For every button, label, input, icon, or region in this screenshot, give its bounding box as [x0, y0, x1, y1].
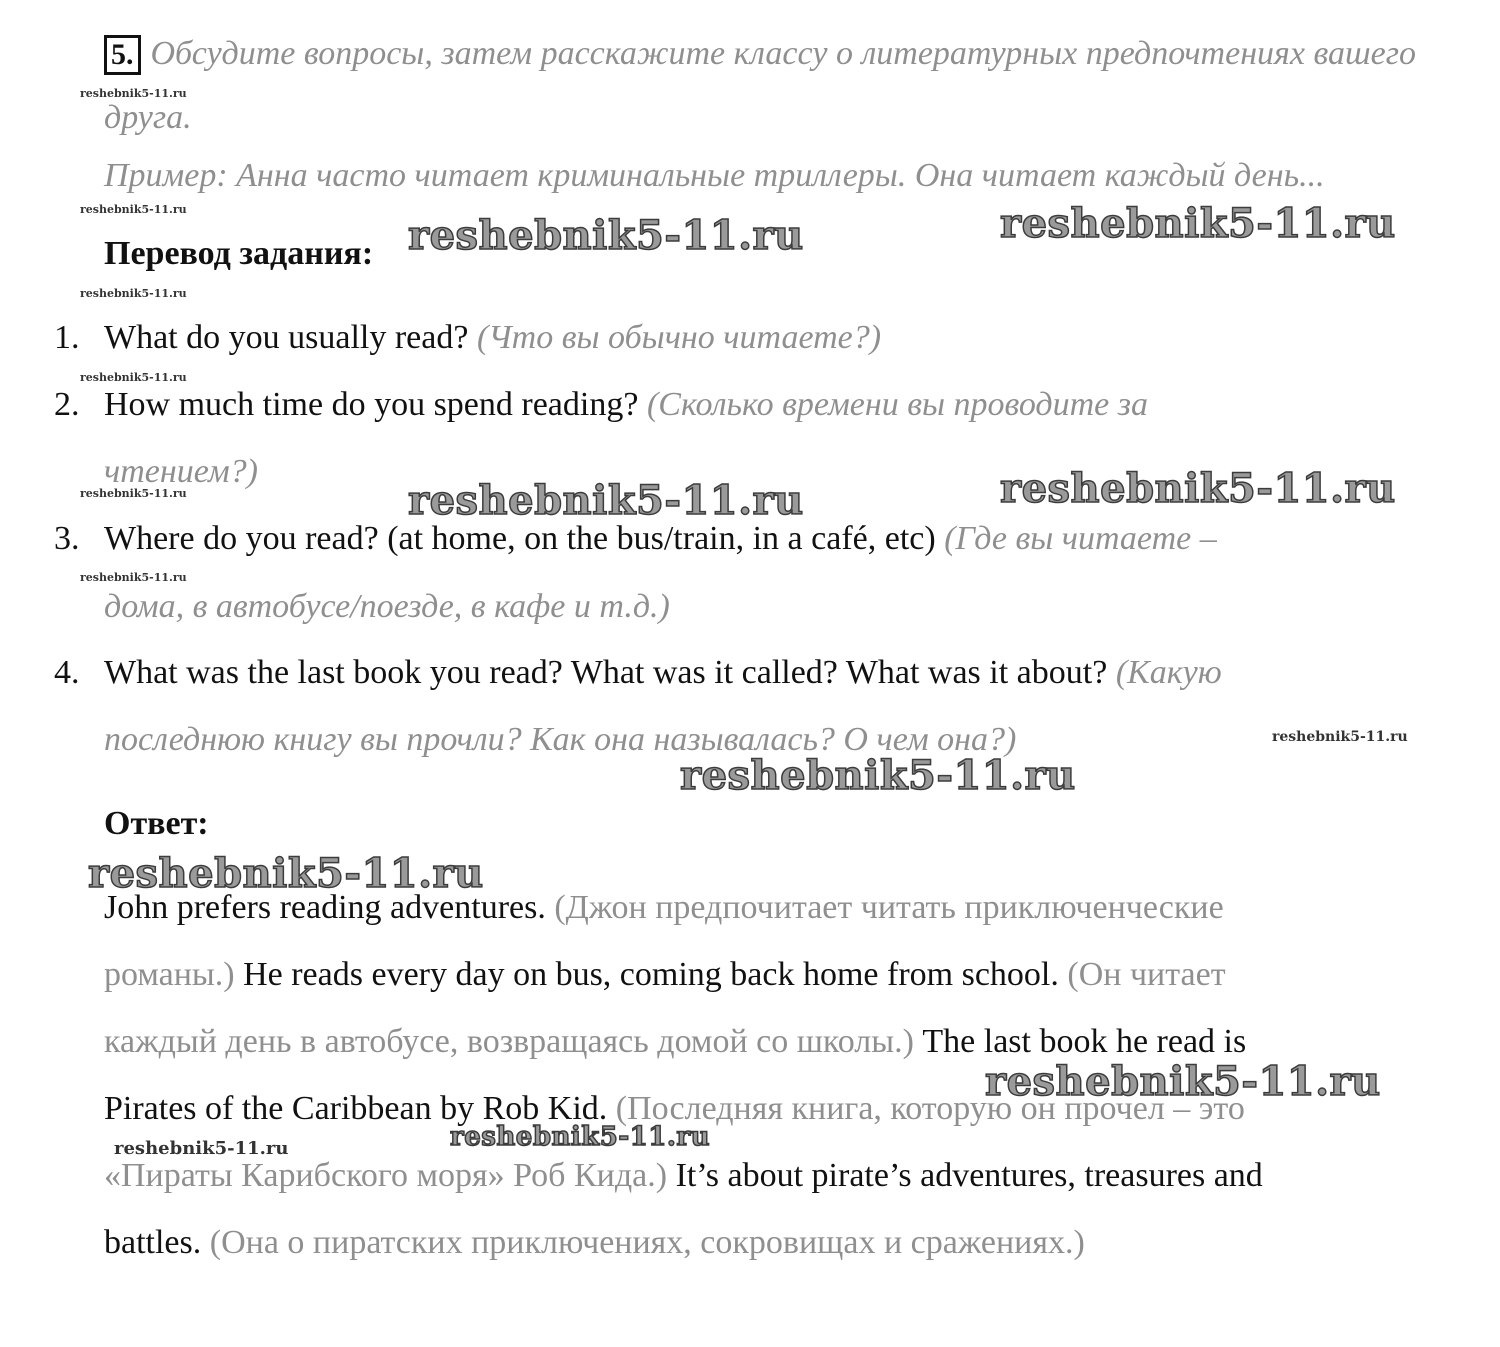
- watermark: reshebnik5-11.ru: [80, 371, 187, 384]
- answer-en: It’s about pirate’s adventures, treasures and: [675, 1157, 1263, 1194]
- question-ru: (Что вы обычно читаете?): [476, 319, 882, 356]
- question-en: Where do you read? (at home, on the bus/train, in a café, etc): [104, 520, 936, 557]
- answer-ru: «Пираты Карибского моря» Роб Кида.): [104, 1157, 668, 1194]
- answer-ru: (Джон предпочитает читать приключенческие: [554, 889, 1224, 926]
- watermark: reshebnik5-11.ru: [114, 1138, 289, 1159]
- answer-line-6: [104, 1223, 1085, 1263]
- question-2: [54, 385, 1148, 425]
- answer-line-5: [104, 1156, 1263, 1196]
- answer-ru: каждый день в автобусе, возвращаясь домой со школы.): [104, 1023, 914, 1060]
- question-ru-cont: чтением?): [104, 453, 258, 490]
- answer-ru: (Последняя книга, которую он прочел – это: [615, 1090, 1245, 1127]
- answer-en: John prefers reading adventures.: [104, 889, 546, 926]
- question-3: [54, 519, 1217, 559]
- watermark: reshebnik5-11.ru: [80, 571, 187, 584]
- question-en: What do you usually read?: [104, 319, 469, 356]
- answer-en: He reads every day on bus, coming back home from school.: [243, 956, 1059, 993]
- question-number: 2.: [54, 386, 80, 423]
- task-example: Пример: Анна часто читает криминальные триллеры. Она читает каждый день...: [104, 157, 1325, 194]
- question-number: 3.: [54, 520, 80, 557]
- watermark: reshebnik5-11.ru: [1000, 465, 1396, 512]
- question-en: What was the last book you read? What was it called? What was it about?: [104, 654, 1108, 691]
- question-4: [54, 653, 1222, 693]
- question-ru: (Какую: [1115, 654, 1222, 691]
- question-number: 1.: [54, 319, 80, 356]
- watermark: reshebnik5-11.ru: [88, 850, 484, 897]
- watermark: reshebnik5-11.ru: [80, 487, 187, 500]
- task-line-1: [104, 34, 1416, 75]
- answer-ru: (Она о пиратских приключениях, сокровищах и сражениях.): [209, 1224, 1085, 1261]
- watermark: reshebnik5-11.ru: [80, 287, 187, 300]
- question-1: [54, 318, 881, 358]
- question-ru-cont: последнюю книгу вы прочли? Как она называлась? О чем она?): [104, 721, 1017, 758]
- watermark: reshebnik5-11.ru: [80, 203, 187, 216]
- question-number: 4.: [54, 654, 80, 691]
- watermark: reshebnik5-11.ru: [80, 87, 187, 100]
- question-ru: (Сколько времени вы проводите за: [646, 386, 1149, 423]
- translation-heading: Перевод задания:: [104, 235, 374, 272]
- task-number: 5.: [104, 35, 141, 75]
- question-ru: (Где вы читаете –: [944, 520, 1217, 557]
- watermark: reshebnik5-11.ru: [680, 752, 1076, 799]
- watermark: reshebnik5-11.ru: [450, 1122, 711, 1152]
- answer-line-2: [104, 955, 1226, 995]
- watermark: reshebnik5-11.ru: [408, 477, 804, 524]
- watermark: reshebnik5-11.ru: [1000, 200, 1396, 247]
- answer-line-3: [104, 1022, 1246, 1062]
- answer-en: The last book he read is: [922, 1023, 1247, 1060]
- task-instruction-cont: друга.: [104, 99, 192, 136]
- answer-en: battles.: [104, 1224, 202, 1261]
- watermark: reshebnik5-11.ru: [1272, 729, 1408, 745]
- answer-en: Pirates of the Caribbean by Rob Kid.: [104, 1090, 608, 1127]
- watermark: reshebnik5-11.ru: [985, 1058, 1381, 1105]
- answer-ru: (Он читает: [1067, 956, 1226, 993]
- answer-ru: романы.): [104, 956, 235, 993]
- watermark: reshebnik5-11.ru: [408, 212, 804, 259]
- task-instruction: Обсудите вопросы, затем расскажите классу о литературных предпочтениях вашего: [150, 35, 1417, 72]
- question-ru-cont: дома, в автобусе/поезде, в кафе и т.д.): [104, 588, 670, 625]
- answer-heading: Ответ:: [104, 805, 209, 842]
- question-en: How much time do you spend reading?: [104, 386, 639, 423]
